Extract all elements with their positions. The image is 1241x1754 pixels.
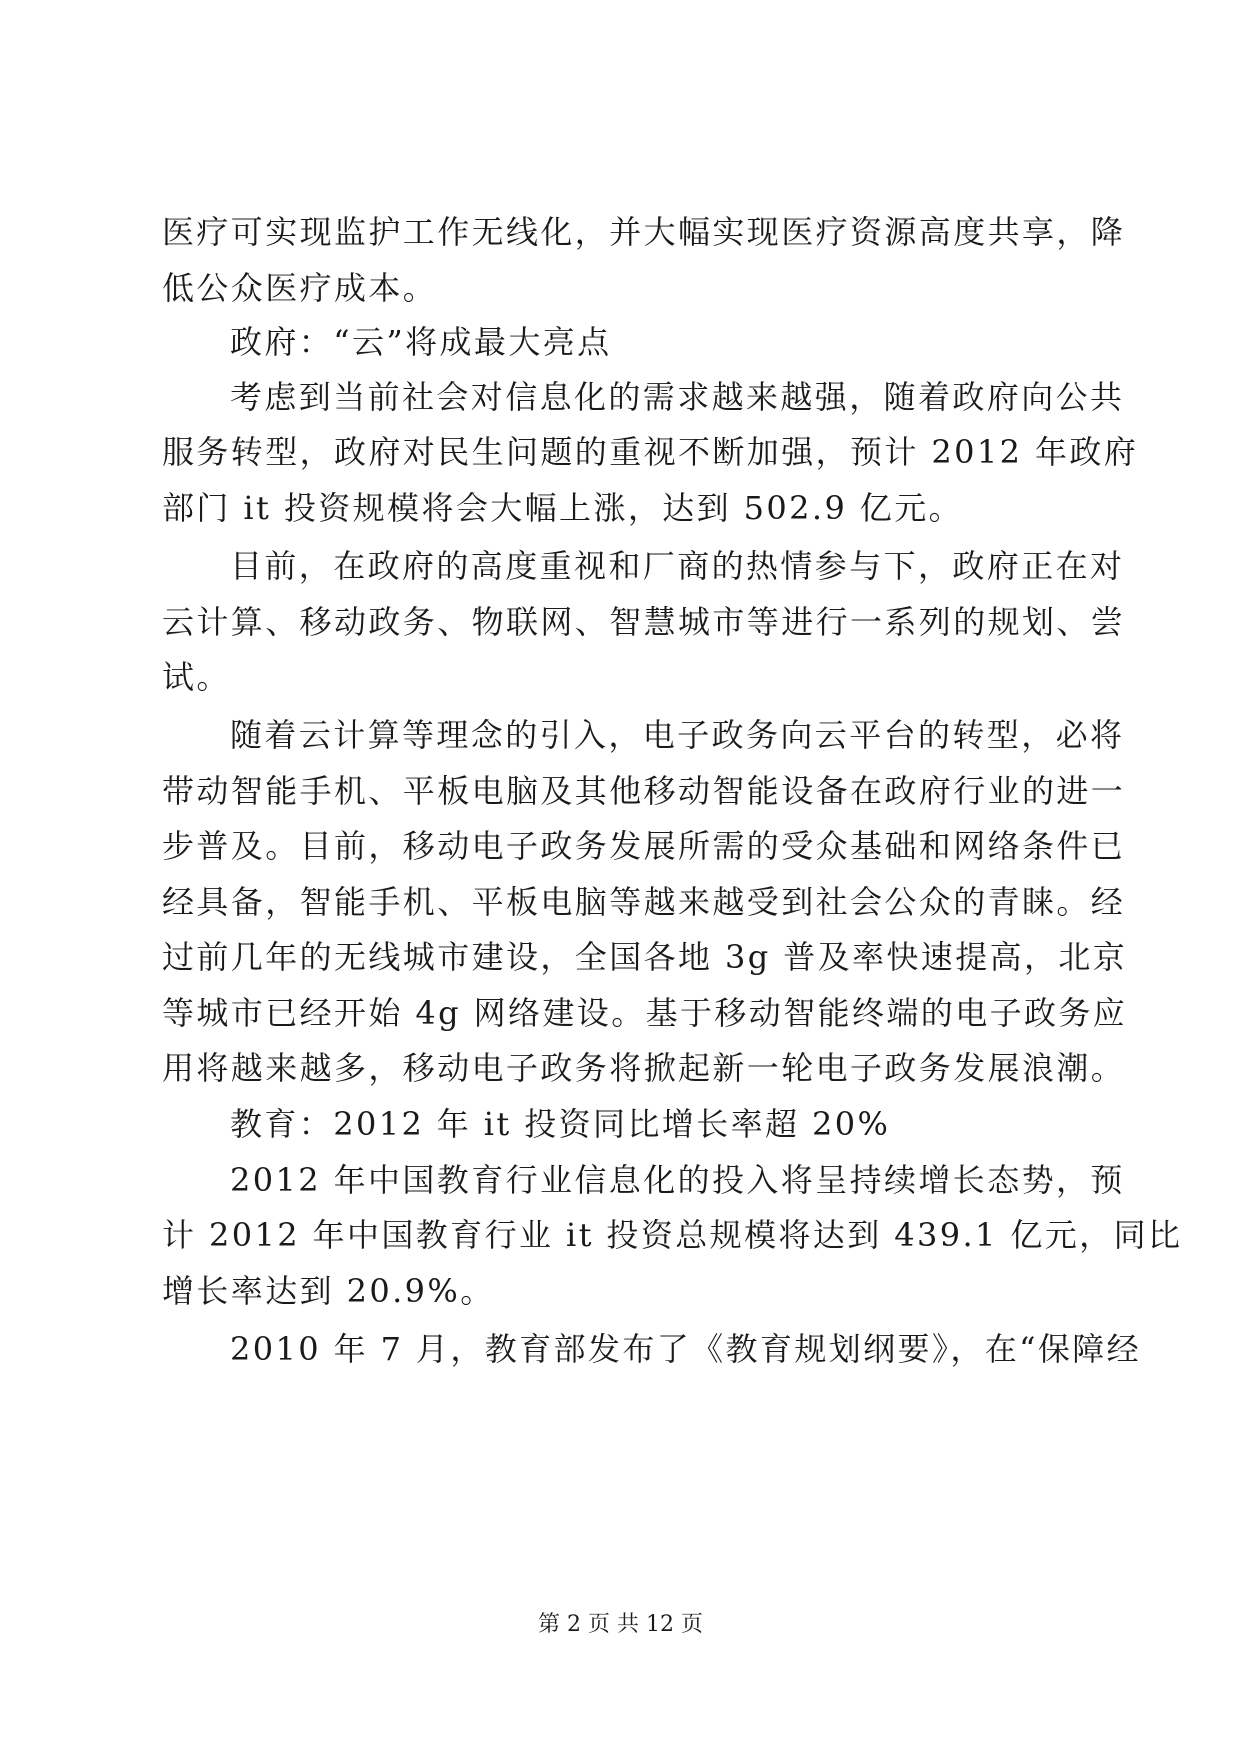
text-line: 医疗可实现监护工作无线化，并大幅实现医疗资源高度共享，降 [162,213,1126,251]
text-line: 服务转型，政府对民生问题的重视不断加强，预计 2012 年政府 [162,433,1139,471]
text-line: 考虑到当前社会对信息化的需求越来越强，随着政府向公共 [230,378,1125,416]
text-line: 云计算、移动政务、物联网、智慧城市等进行一系列的规划、尝 [162,603,1126,641]
text-line: 目前，在政府的高度重视和厂商的热情参与下，政府正在对 [230,547,1125,585]
text-line: 随着云计算等理念的引入，电子政务向云平台的转型，必将 [230,716,1125,754]
text-line: 试。 [162,658,231,696]
text-line: 用将越来越多，移动电子政务将掀起新一轮电子政务发展浪潮。 [162,1049,1126,1087]
page-number-footer: 第 2 页 共 12 页 [538,1612,703,1637]
text-line: 2012 年中国教育行业信息化的投入将呈持续增长态势，预 [230,1161,1125,1199]
section-heading-education: 教育：2012 年 it 投资同比增长率超 20% [230,1105,891,1143]
text-line: 2010 年 7 月，教育部发布了《教育规划纲要》，在“保障经 [230,1330,1142,1368]
text-line: 过前几年的无线城市建设，全国各地 3g 普及率快速提高，北京 [162,938,1128,976]
text-line: 计 2012 年中国教育行业 it 投资总规模将达到 439.1 亿元，同比 [162,1216,1183,1254]
text-line: 经具备，智能手机、平板电脑等越来越受到社会公众的青睐。经 [162,883,1126,921]
section-heading-government: 政府：“云”将成最大亮点 [230,323,612,361]
text-line: 部门 it 投资规模将会大幅上涨，达到 502.9 亿元。 [162,489,963,527]
text-line: 步普及。目前，移动电子政务发展所需的受众基础和网络条件已 [162,827,1126,865]
text-line: 带动智能手机、平板电脑及其他移动智能设备在政府行业的进一 [162,772,1126,810]
text-line: 增长率达到 20.9%。 [162,1272,495,1310]
text-line: 等城市已经开始 4g 网络建设。基于移动智能终端的电子政务应 [162,994,1128,1032]
text-line: 低公众医疗成本。 [162,269,438,307]
